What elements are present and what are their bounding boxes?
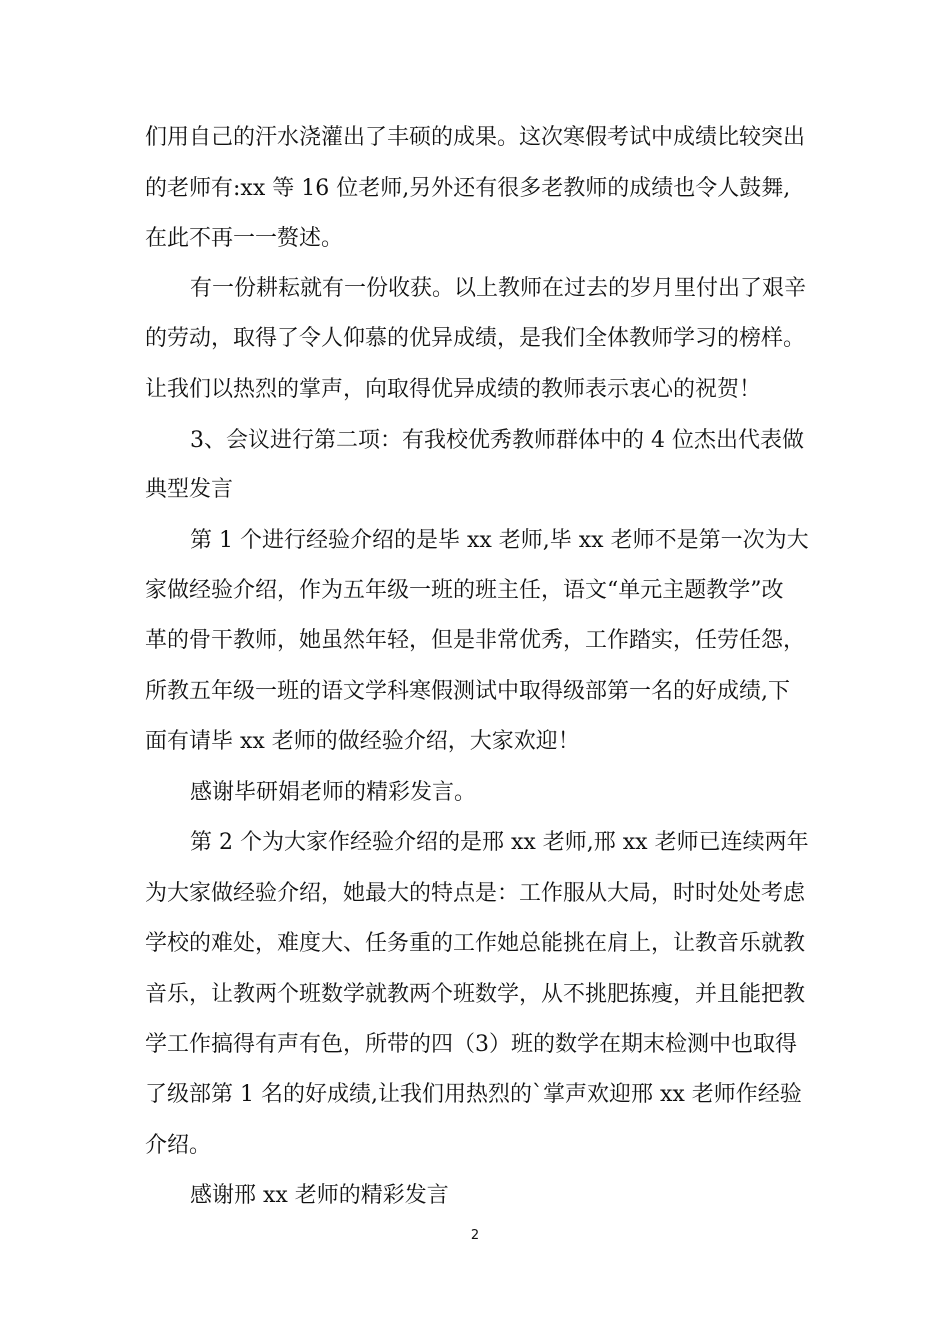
text-line: 第 1 个进行经验介绍的是毕 xx 老师,毕 xx 老师不是第一次为大 — [190, 528, 809, 553]
text-line: 为大家做经验介绍，她最大的特点是：工作服从大局，时时处处考虑 — [145, 881, 806, 906]
text-line: 典型发言 — [145, 477, 234, 502]
text-line: 感谢毕研娟老师的精彩发言。 — [190, 780, 477, 805]
page-number: 2 — [470, 1228, 480, 1243]
text-line: 革的骨干教师，她虽然年轻，但是非常优秀，工作踏实，任劳任怨， — [145, 628, 806, 653]
text-line: 所教五年级一班的语文学科寒假测试中取得级部第一名的好成绩,下 — [145, 679, 790, 704]
text-line: 让我们以热烈的掌声，向取得优异成绩的教师表示衷心的祝贺！ — [145, 377, 762, 402]
text-line: 学工作搞得有声有色，所带的四（3）班的数学在期末检测中也取得 — [145, 1032, 797, 1057]
text-line: 的老师有:xx 等 16 位老师,另外还有很多老教师的成绩也令人鼓舞, — [145, 176, 791, 201]
text-line: 家做经验介绍，作为五年级一班的班主任，语文“单元主题教学”改 — [145, 578, 784, 603]
text-line: 有一份耕耘就有一份收获。以上教师在过去的岁月里付出了艰辛 — [190, 276, 807, 301]
text-line: 音乐，让教两个班数学就教两个班数学，从不挑肥拣瘦，并且能把教 — [145, 982, 806, 1007]
text-line: 介绍。 — [145, 1133, 212, 1158]
text-line: 了级部第 1 名的好成绩,让我们用热烈的`掌声欢迎邢 xx 老师作经验 — [145, 1082, 802, 1107]
text-line: 们用自己的汗水浇灌出了丰硕的成果。这次寒假考试中成绩比较突出 — [145, 125, 806, 150]
text-line: 的劳动，取得了令人仰慕的优异成绩，是我们全体教师学习的榜样。 — [145, 326, 806, 351]
text-line: 第 2 个为大家作经验介绍的是邢 xx 老师,邢 xx 老师已连续两年 — [190, 830, 809, 855]
text-line: 在此不再一一赘述。 — [145, 226, 344, 251]
text-line: 感谢邢 xx 老师的精彩发言 — [190, 1183, 449, 1208]
text-line: 3、会议进行第二项：有我校优秀教师群体中的 4 位杰出代表做 — [190, 428, 804, 453]
text-line: 面有请毕 xx 老师的做经验介绍，大家欢迎！ — [145, 729, 580, 754]
text-line: 学校的难处，难度大、任务重的工作她总能挑在肩上，让教音乐就教 — [145, 931, 806, 956]
